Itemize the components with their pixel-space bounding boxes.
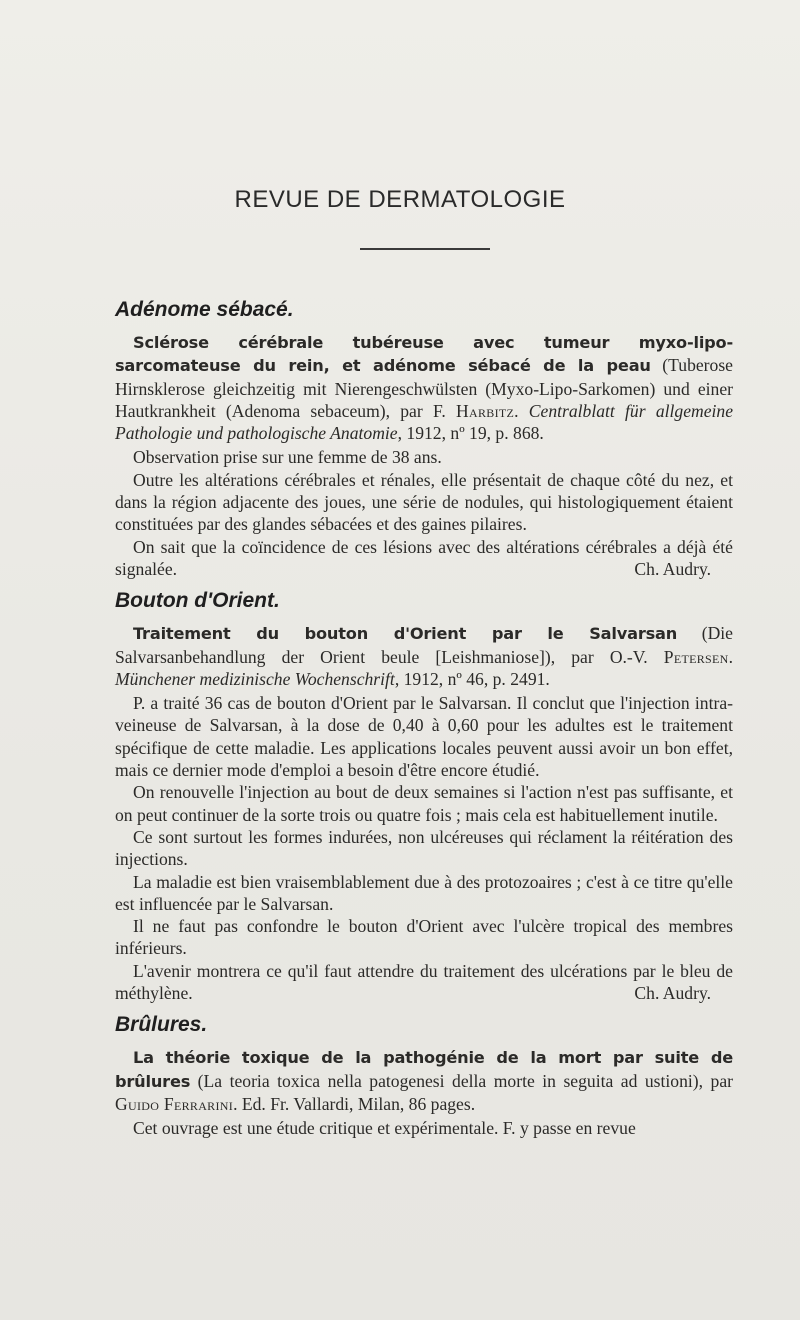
paragraph-closing xyxy=(115,536,733,581)
entry-lead-title: Traitement du bouton d'Orient par le Salvarsan xyxy=(133,624,678,644)
entry-citation-ref: , 1912, nº 46, p. 2491. xyxy=(394,668,550,689)
entry-citation xyxy=(115,622,733,690)
paragraph: Outre les altérations cérébrales et rénales, elle présentait de chaque côté du nez, et dans la région adjacente des joues, une série de nodules, qui histologiquement étaient constituées par des glandes sébacées et des gaines pilaires. xyxy=(115,469,733,535)
paragraph: P. a traité 36 cas de bouton d'Orient par le Salvarsan. Il conclut que l'injection intra-veineuse de Salvarsan, à la dose de 0,40 à 0,60 pour les adultes est le traitement spécifique de cette maladie. Les applications locales peuvent aussi avoir un bon effet, mais ce dernier mode d'emploi a besoin d'être encore étudié. xyxy=(115,693,733,781)
entry-author: Harbitz xyxy=(455,400,515,421)
entry-citation xyxy=(115,1046,733,1115)
section-title-bouton-orient: Bouton d'Orient. xyxy=(115,589,280,613)
entry-citation-sep: . xyxy=(728,646,733,667)
paragraph: Ce sont surtout les formes indurées, non ulcéreuses qui réclament la réitération des injections. xyxy=(115,826,733,870)
section-title-adenome: Adénome sébacé. xyxy=(115,298,294,321)
entry-citation-sep: . xyxy=(514,400,529,421)
entry-author: Guido Ferrarini xyxy=(115,1093,234,1114)
paragraph: Cet ouvrage est une étude critique et expérimentale. F. y passe en revue xyxy=(133,1118,636,1139)
paragraph: Il ne faut pas confondre le bouton d'Orient avec l'ulcère tropical des membres inférieurs. xyxy=(115,916,733,959)
title-divider xyxy=(360,248,490,250)
entry-lead-title: La théorie toxique de la pathogénie de la mort par suite de brûlures xyxy=(115,1048,733,1091)
entry-lead-title: Sclérose cérébrale tubéreuse avec tumeur myxo-lipo-sarcomateuse du rein, et adénome sébacé de la peau xyxy=(115,333,733,376)
entry-author: Petersen xyxy=(663,646,729,667)
entry-citation-text: (Die Salvarsanbehandlung der Orient beule [Leishmaniose]), par O.-V. xyxy=(115,623,733,667)
closing-text: L'avenir montrera ce qu'il faut attendre du traitement des ulcérations par le bleu de méthylène. xyxy=(115,960,733,1004)
entry-citation-ref: , 1912, nº 19, p. 868. xyxy=(397,423,544,444)
paragraph: La maladie est bien vraisemblablement due à des protozoaires ; c'est à ce titre qu'elle est influencée par le Salvarsan. xyxy=(115,871,733,914)
paragraph-closing xyxy=(115,960,733,1005)
signature: Ch. Audry. xyxy=(634,558,711,579)
entry-citation-text: (Tuberose Hirnsklerose gleichzeitig mit Nierengeschwülsten (Myxo-Lipo-Sarkomen) und einer Hautkrankheit (Adenoma sebaceum), par F. xyxy=(115,355,733,421)
journal-title: REVUE DE DERMATOLOGIE xyxy=(234,186,566,213)
section-title-brulures: Brûlures. xyxy=(115,1013,208,1037)
entry-journal: Centralblatt für allgemeine Pathologie und pathologische Anatomie xyxy=(115,400,734,444)
closing-text: On sait que la coïncidence de ces lésions avec des altérations cérébrales a déjà été signalée. xyxy=(115,536,733,579)
entry-citation-text: (La teoria toxica nella patogenesi della morte in seguita ad ustioni), par xyxy=(190,1070,733,1091)
paragraph: Observation prise sur une femme de 38 ans. xyxy=(133,447,442,468)
entry-citation-sep: . Ed. Fr. Vallardi, Milan, 86 pages. xyxy=(233,1093,476,1114)
signature: Ch. Audry. xyxy=(634,983,711,1004)
entry-journal: Münchener medizinische Wochenschrift xyxy=(115,668,395,689)
paragraph: On renouvelle l'injection au bout de deux semaines si l'action n'est pas suffisante, et on peut continuer de la sorte trois ou quatre fois ; mais cela est habituellement inutile. xyxy=(115,782,733,825)
entry-citation xyxy=(115,331,733,444)
article-body xyxy=(115,297,733,1140)
